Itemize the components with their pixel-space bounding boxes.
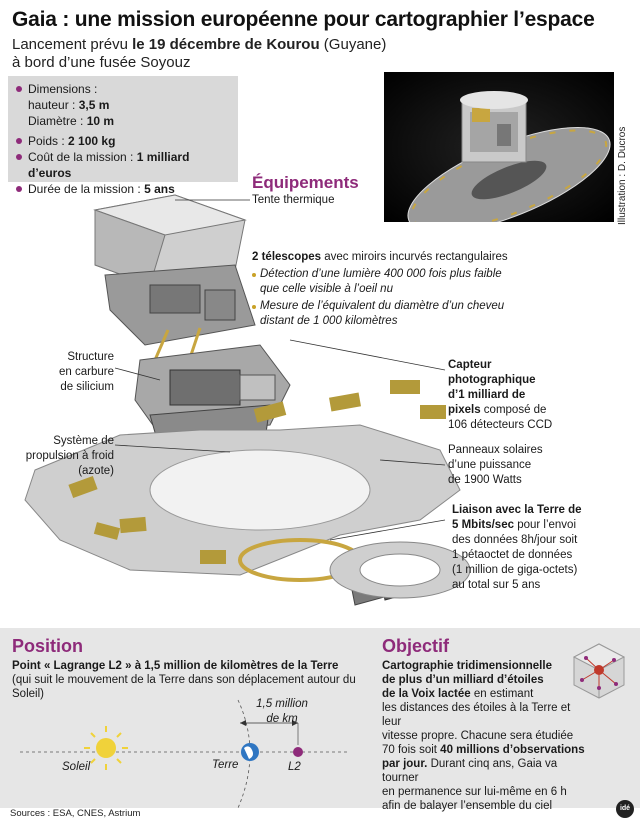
- dimensions-label: Dimensions :: [28, 82, 98, 96]
- solar-line-2: d’une puissance: [448, 459, 532, 471]
- height-value: 3,5 m: [78, 98, 110, 112]
- telescopes-rest: avec miroirs incurvés rectangulaires: [321, 251, 508, 263]
- objective-line-7-bold: par jour.: [382, 758, 428, 770]
- sensor-line-5: 106 détecteurs CCD: [448, 419, 553, 431]
- diameter-row: [16, 113, 230, 129]
- label-earth-link: [452, 503, 632, 593]
- diameter-label: Diamètre :: [28, 114, 87, 128]
- label-propulsion: [14, 434, 114, 479]
- detection-line-2: que celle visible à l’oeil nu: [260, 283, 393, 295]
- sun-label: Soleil: [62, 761, 91, 773]
- l2-label: L2: [288, 761, 301, 773]
- equipment-heading: Équipements: [252, 173, 359, 192]
- height-label: hauteur :: [28, 98, 79, 112]
- measure-line-2: distant de 1 000 kilomètres: [260, 315, 398, 327]
- subtitle-place: (Guyane): [319, 36, 387, 53]
- l2-point-icon: [293, 747, 303, 757]
- label-sensor: [448, 358, 588, 433]
- telescope-section: [105, 265, 255, 360]
- subtitle-rocket: à bord d’une fusée Soyouz: [12, 54, 191, 71]
- objective-line-3-rest: en estimant: [470, 688, 534, 700]
- position-heading: Position: [12, 636, 83, 656]
- objective-line-2: de plus d’un milliard d’étoiles: [382, 674, 544, 686]
- sources: Sources : ESA, CNES, Astrium: [10, 808, 141, 819]
- objective-line-9: afin de balayer l’ensemble du ciel: [382, 800, 553, 812]
- star-cube-icon: [568, 640, 630, 702]
- objective-line-4: les distances des étoiles à la Terre et leur: [382, 702, 571, 728]
- illustration-credit: Illustration : D. Ducros: [617, 126, 628, 225]
- distance-line-2: de km: [266, 713, 298, 725]
- diameter-value: 10 m: [86, 114, 115, 128]
- objective-line-7-rest: Durant cinq ans, Gaia va tourner: [382, 758, 558, 784]
- solar-line-1: Panneaux solaires: [448, 444, 543, 456]
- objective-line-1: Cartographie tridimensionnelle: [382, 660, 552, 672]
- propulsion-line-1: Système de: [53, 435, 114, 447]
- orbit-diagram: [0, 690, 380, 810]
- objective-heading: Objectif: [382, 636, 450, 656]
- objective-text: [382, 659, 592, 813]
- bullet-icon: [16, 86, 22, 92]
- label-telescopes: [252, 250, 552, 329]
- structure-line-3: de silicium: [60, 381, 114, 393]
- measure-line-1: Mesure de l’équivalent du diamètre d’un cheveu: [260, 300, 505, 312]
- sensor-line-2: photographique: [448, 374, 536, 386]
- link-line-3: des données 8h/jour soit: [452, 534, 578, 546]
- link-line-4: 1 pétaoctet de données: [452, 549, 573, 561]
- page-title: Gaia : une mission européenne pour cartographier l’espace: [12, 8, 595, 31]
- earth-icon: [241, 743, 259, 761]
- publisher-logo: idé: [616, 800, 634, 818]
- sun-icon: [84, 726, 128, 770]
- position-text-bold: Point « Lagrange L2 » à 1,5 million de kilomètres de la Terre: [12, 660, 339, 672]
- objective-line-3-bold: de la Voix lactée: [382, 688, 471, 700]
- bullet-icon: [16, 138, 22, 144]
- page-subtitle: [12, 36, 386, 72]
- objective-line-5: vitesse propre. Chacune sera étudiée: [382, 730, 574, 742]
- label-solar-panels: [448, 443, 588, 488]
- bullet-icon: [16, 154, 22, 160]
- subtitle-text: Lancement prévu: [12, 36, 133, 53]
- label-thermal-tent: Tente thermique: [252, 194, 335, 206]
- propulsion-line-2: propulsion à froid: [25, 450, 114, 462]
- sensor-line-1: Capteur: [448, 359, 492, 371]
- objective-line-8: en permanence sur lui-même en 6 h: [382, 786, 567, 798]
- link-line-5: (1 million de giga-octets): [452, 564, 578, 576]
- label-structure: [56, 350, 114, 395]
- link-line-6: au total sur 5 ans: [452, 579, 541, 591]
- subtitle-date: le 19 décembre de Kourou: [132, 36, 320, 53]
- link-line-2-bold: 5 Mbits/sec: [452, 519, 514, 531]
- link-line-1: Liaison avec la Terre de: [452, 504, 582, 516]
- duration-value: 5 ans: [144, 182, 175, 196]
- sensor-line-4-bold: pixels: [448, 404, 481, 416]
- cost-label: Coût de la mission :: [28, 150, 137, 164]
- propulsion-line-3: (azote): [78, 465, 114, 477]
- objective-line-6-bold: 40 millions d’observations: [440, 744, 585, 756]
- gear-ring: [330, 542, 470, 598]
- sensor-line-4-rest: composé de: [480, 404, 547, 416]
- solar-line-3: de 1900 Watts: [448, 474, 522, 486]
- detection-line-1: Détection d’une lumière 400 000 fois plus faible: [260, 268, 502, 280]
- position-text-rest: (qui suit le mouvement de la Terre dans son déplacement autour du Soleil): [12, 674, 356, 700]
- earth-label: Terre: [212, 759, 239, 771]
- specs-box: [8, 76, 238, 196]
- link-line-2-rest: pour l’envoi: [514, 519, 577, 531]
- objective-line-6-pre: 70 fois soit: [382, 744, 441, 756]
- height-row: [16, 97, 230, 113]
- weight-value: 2 100 kg: [68, 134, 116, 148]
- weight-label: Poids :: [28, 134, 69, 148]
- distance-line-1: 1,5 million: [256, 698, 308, 710]
- distance-label: [252, 697, 312, 727]
- structure-line-2: en carbure: [59, 366, 114, 378]
- telescopes-bold: 2 télescopes: [252, 251, 322, 263]
- cost-value: 1 milliard d’euros: [28, 150, 190, 180]
- duration-label: Durée de la mission :: [28, 182, 145, 196]
- structure-line-1: Structure: [67, 351, 114, 363]
- sensor-line-3: d’1 milliard de: [448, 389, 526, 401]
